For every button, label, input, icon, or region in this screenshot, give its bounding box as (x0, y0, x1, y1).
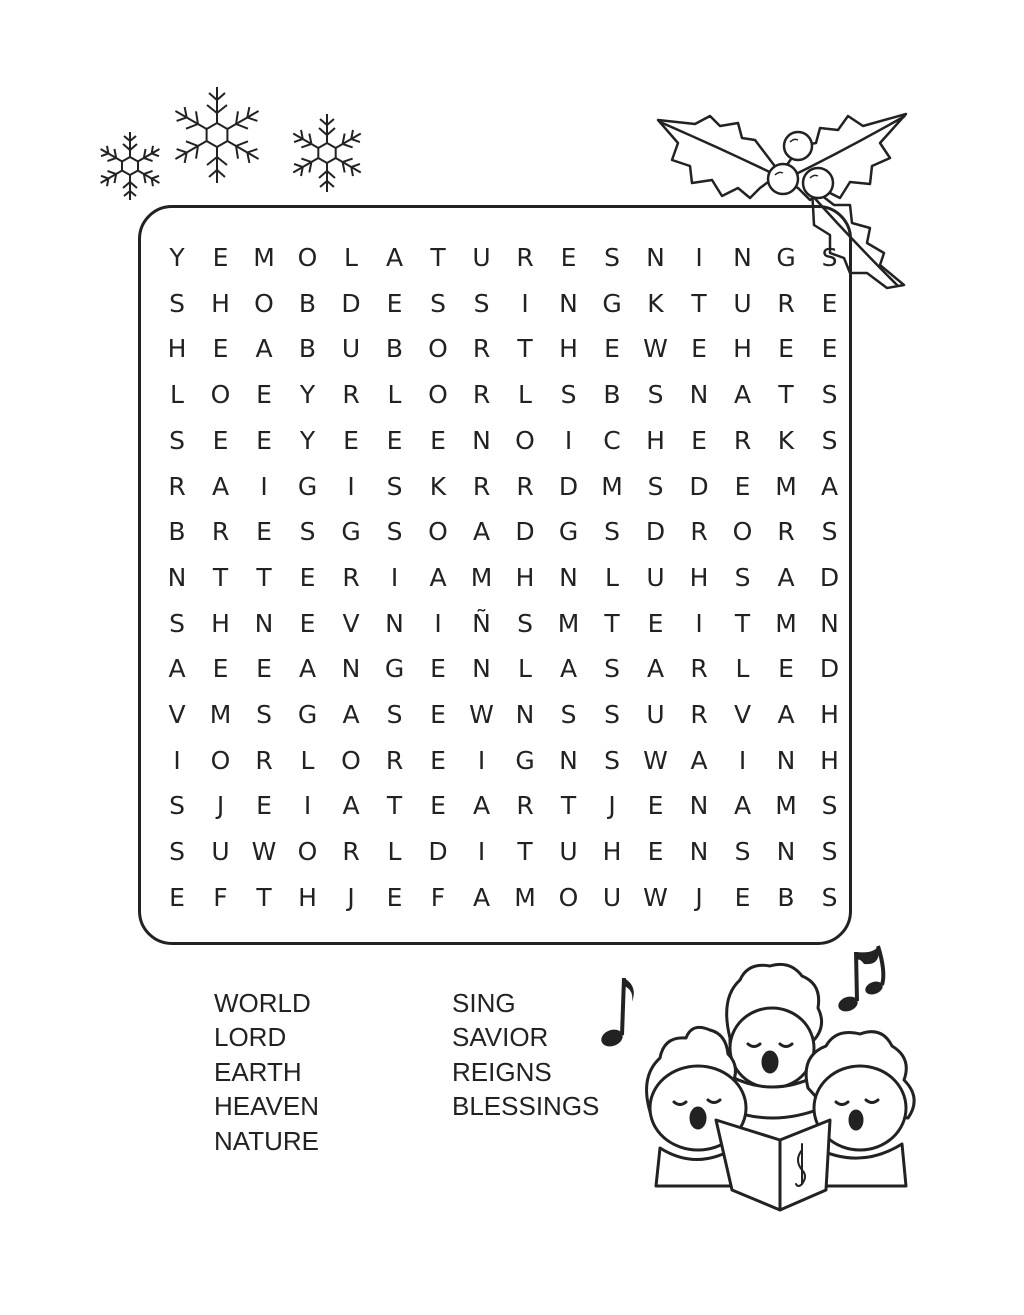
grid-letter: N (472, 654, 491, 684)
grid-letter: Y (169, 243, 185, 272)
grid-letter: N (646, 243, 665, 272)
grid-letter: I (477, 745, 486, 775)
grid-letter: S (647, 471, 664, 501)
grid-letter: E (256, 517, 272, 547)
grid-letter: B (168, 517, 186, 547)
grid-letter: A (342, 700, 360, 729)
grid-letter: U (646, 700, 665, 729)
grid-letter: T (212, 562, 229, 592)
grid-letter: K (429, 471, 447, 501)
grid-letter: H (646, 425, 665, 455)
carolers-illustration (630, 958, 930, 1218)
grid-letter: O (558, 882, 579, 912)
grid-letter: B (298, 288, 317, 318)
grid-letter: S (169, 425, 185, 455)
grid-letter: H (559, 334, 578, 364)
grid-letter: N (559, 288, 578, 318)
grid-letter: I (347, 471, 355, 501)
grid-letter: S (821, 243, 838, 272)
grid-letter: H (515, 562, 535, 592)
word-list-item: SAVIOR (452, 1022, 549, 1053)
grid-letter: A (342, 791, 360, 821)
grid-letter: E (212, 654, 229, 684)
grid-letter: V (342, 608, 360, 638)
grid-letter: R (211, 517, 230, 547)
grid-letter: S (734, 837, 751, 867)
grid-letter: E (299, 608, 316, 638)
grid-letter: E (821, 288, 838, 318)
grid-letter: I (477, 837, 486, 867)
grid-letter: W (643, 745, 668, 775)
grid-letter: E (212, 243, 229, 272)
grid-letter: S (604, 654, 620, 684)
grid-letter: L (387, 380, 402, 410)
grid-letter: G (297, 471, 318, 501)
grid-letter: S (256, 700, 272, 729)
grid-letter: M (775, 791, 797, 821)
grid-letter: S (517, 608, 533, 638)
grid-letter: D (341, 288, 361, 318)
word-list-item: LORD (214, 1022, 287, 1053)
grid-letter: S (734, 562, 751, 592)
grid-letter: D (515, 517, 535, 547)
grid-letter: E (256, 654, 272, 684)
grid-letter: S (821, 380, 838, 410)
grid-letter: U (211, 837, 230, 867)
grid-letter: E (430, 745, 446, 775)
grid-letter: L (735, 654, 750, 684)
grid-letter: O (428, 334, 448, 364)
grid-letter: D (819, 654, 840, 684)
grid-letter: V (168, 700, 186, 729)
grid-letter: M (557, 608, 580, 638)
grid-letter: S (604, 243, 620, 272)
grid-letter: W (643, 334, 668, 364)
grid-letter: A (820, 471, 839, 501)
grid-letter: S (821, 882, 838, 912)
grid-letter: R (690, 700, 708, 729)
grid-letter: N (689, 380, 709, 410)
grid-letter: W (251, 837, 277, 867)
grid-letter: J (216, 791, 225, 821)
grid-letter: R (255, 745, 273, 775)
grid-letter: A (733, 791, 752, 821)
grid-letter: L (387, 837, 402, 867)
grid-letter: E (604, 334, 620, 364)
grid-letter: S (821, 791, 838, 821)
grid-letter: S (604, 517, 620, 547)
grid-letter: M (514, 882, 536, 912)
grid-letter: E (212, 334, 229, 364)
grid-letter: T (778, 380, 794, 410)
grid-letter: E (647, 608, 664, 638)
grid-letter: M (601, 471, 623, 501)
grid-letter: E (647, 837, 664, 867)
grid-letter: L (170, 380, 184, 410)
grid-letter: E (647, 791, 664, 821)
grid-letter: T (256, 882, 272, 912)
grid-letter: E (734, 882, 751, 912)
grid-letter: S (169, 837, 185, 867)
grid-letter: K (647, 288, 664, 318)
grid-letter: Ñ (472, 608, 491, 638)
grid-letter: I (564, 425, 573, 455)
grid-letter: T (604, 608, 620, 638)
grid-letter: I (434, 608, 442, 638)
grid-letter: A (472, 791, 491, 821)
grid-letter: F (430, 882, 446, 912)
grid-letter: R (342, 837, 360, 867)
grid-letter: G (297, 700, 318, 729)
grid-letter: N (689, 791, 709, 821)
grid-letter: S (821, 517, 838, 547)
grid-letter: A (385, 243, 404, 272)
grid-letter: S (821, 425, 838, 455)
word-list-item: HEAVEN (214, 1091, 319, 1122)
grid-letter: E (299, 562, 316, 592)
grid-letter: R (472, 334, 491, 364)
grid-letter: O (428, 517, 448, 547)
grid-letter: N (559, 562, 578, 592)
grid-letter: R (472, 380, 491, 410)
grid-letter: I (173, 745, 181, 775)
grid-letter: O (210, 745, 231, 775)
grid-letter: R (777, 517, 795, 547)
grid-letter: G (776, 243, 796, 272)
grid-letter: S (647, 380, 664, 410)
grid-letter: U (472, 243, 491, 272)
grid-letter: I (695, 608, 703, 638)
word-list-item: SING (452, 988, 516, 1018)
grid-letter: N (820, 608, 839, 638)
grid-letter: A (298, 654, 317, 684)
grid-letter: E (169, 882, 185, 912)
grid-letter: A (211, 471, 230, 501)
grid-letter: S (386, 517, 403, 547)
grid-letter: E (560, 243, 577, 272)
grid-letter: K (777, 425, 795, 455)
grid-letter: I (738, 745, 747, 775)
grid-letter: E (343, 425, 359, 455)
grid-letter: J (695, 882, 703, 912)
grid-letter: O (297, 243, 318, 272)
grid-letter: D (689, 471, 709, 501)
grid-letter: S (430, 288, 446, 318)
grid-letter: N (341, 654, 361, 684)
grid-letter: R (516, 471, 534, 501)
grid-letter: R (690, 654, 708, 684)
grid-letter: T (517, 837, 533, 867)
grid-letter: M (775, 608, 797, 638)
word-list-left (214, 986, 319, 1158)
grid-letter: N (733, 243, 752, 272)
grid-letter: T (256, 562, 272, 592)
grid-letter: O (515, 425, 535, 455)
grid-letter: S (560, 380, 577, 410)
grid-letter: J (347, 882, 355, 912)
grid-letter: H (733, 334, 752, 364)
grid-letter: O (732, 517, 753, 547)
grid-letter: A (777, 700, 795, 729)
grid-letter: O (254, 288, 274, 318)
grid-letter: S (169, 288, 185, 318)
grid-letter: A (559, 654, 578, 684)
grid-letter: O (428, 380, 448, 410)
grid-letter: T (386, 791, 403, 821)
grid-letter: O (341, 745, 361, 775)
grid-letter: E (430, 791, 446, 821)
grid-letter: E (430, 700, 446, 729)
snowflake-icon (284, 110, 370, 196)
grid-letter: T (560, 791, 577, 821)
grid-letter: O (297, 837, 318, 867)
grid-letter: A (646, 654, 665, 684)
grid-letter: E (821, 334, 838, 364)
grid-letter: U (341, 334, 361, 364)
grid-letter: H (820, 745, 839, 775)
grid-letter: L (605, 562, 619, 592)
grid-letter: J (608, 791, 616, 821)
grid-letter: T (691, 288, 707, 318)
grid-letter: M (470, 562, 493, 592)
grid-letter: R (342, 380, 360, 410)
grid-letter: E (430, 654, 446, 684)
grid-letter: A (168, 654, 186, 684)
grid-letter: B (603, 380, 621, 410)
grid-letter: D (819, 562, 840, 592)
grid-letter: N (385, 608, 404, 638)
grid-letter: H (689, 562, 709, 592)
grid-letter: S (299, 517, 316, 547)
grid-letter: E (386, 882, 403, 912)
grid-letter: R (385, 745, 404, 775)
grid-letter: A (429, 562, 447, 592)
grid-letter: H (298, 882, 317, 912)
grid-letter: E (256, 791, 272, 821)
grid-letter: W (643, 882, 668, 912)
grid-letter: T (430, 243, 446, 272)
snowflake-icon (92, 128, 168, 204)
grid-letter: S (821, 837, 838, 867)
grid-letter: H (211, 288, 230, 318)
grid-letter: I (521, 288, 529, 318)
grid-letter: I (390, 562, 399, 592)
grid-letter: N (472, 425, 491, 455)
grid-letter: A (472, 882, 491, 912)
word-list-item: WORLD (214, 988, 311, 1018)
grid-letter: E (212, 425, 229, 455)
grid-letter: S (473, 288, 490, 318)
grid-letter: U (559, 837, 578, 867)
grid-letter: B (777, 882, 795, 912)
grid-letter: W (469, 700, 494, 729)
grid-letter: G (558, 517, 579, 547)
grid-letter: L (300, 745, 315, 775)
grid-letter: E (734, 471, 751, 501)
grid-letter: N (515, 700, 535, 729)
grid-letter: M (209, 700, 232, 729)
grid-letter: S (604, 745, 620, 775)
grid-letter: R (516, 791, 534, 821)
grid-letter: F (213, 882, 228, 912)
grid-letter: B (385, 334, 404, 364)
grid-letter: E (386, 425, 403, 455)
grid-letter: E (430, 425, 446, 455)
grid-letter: R (342, 562, 360, 592)
grid-letter: I (695, 243, 703, 272)
grid-letter: V (733, 700, 752, 729)
grid-letter: A (733, 380, 752, 410)
grid-letter: T (517, 334, 533, 364)
grid-letter: E (691, 425, 707, 455)
word-list-item: NATURE (214, 1125, 319, 1156)
grid-letter: I (260, 471, 268, 501)
grid-letter: H (211, 608, 230, 638)
grid-letter: L (518, 654, 532, 684)
grid-letter: U (602, 882, 622, 912)
grid-letter: D (558, 471, 579, 501)
grid-letter: A (255, 334, 273, 364)
grid-letter: N (167, 562, 187, 592)
grid-letter: E (256, 425, 272, 455)
grid-letter: S (560, 700, 577, 729)
grid-letter: G (384, 654, 405, 684)
grid-letter: Y (299, 425, 316, 455)
grid-letter: M (253, 243, 275, 272)
grid-letter: G (515, 745, 535, 775)
grid-letter: L (344, 243, 358, 272)
grid-letter: N (559, 745, 578, 775)
grid-letter: R (168, 471, 186, 501)
grid-letter: E (256, 380, 272, 410)
grid-letter: S (386, 700, 403, 729)
grid-letter: S (169, 791, 185, 821)
grid-letter: E (778, 654, 794, 684)
grid-letter: N (776, 745, 796, 775)
grid-letter: D (428, 837, 448, 867)
grid-letter: N (254, 608, 274, 638)
grid-letter: Y (299, 380, 316, 410)
grid-letter: E (778, 334, 794, 364)
grid-letter: A (690, 745, 708, 775)
grid-letter: C (603, 425, 621, 455)
grid-letter: T (734, 608, 751, 638)
grid-letter: S (169, 608, 185, 638)
grid-letter: M (775, 471, 797, 501)
grid-letter: E (691, 334, 707, 364)
grid-letter: R (733, 425, 752, 455)
grid-letter: R (777, 288, 795, 318)
grid-letter: D (645, 517, 666, 547)
word-list-right (452, 986, 599, 1124)
grid-letter: A (777, 562, 795, 592)
grid-letter: N (776, 837, 796, 867)
grid-letter: G (341, 517, 361, 547)
snowflake-icon (164, 82, 270, 188)
word-list-item: EARTH (214, 1056, 302, 1087)
grid-letter: N (689, 837, 709, 867)
grid-letter: U (646, 562, 665, 592)
grid-letter: R (690, 517, 708, 547)
grid-letter: S (386, 471, 403, 501)
grid-letter: O (210, 380, 231, 410)
grid-letter: L (518, 380, 532, 410)
grid-letter: A (472, 517, 491, 547)
grid-letter: H (602, 837, 622, 867)
grid-letter: G (602, 288, 622, 318)
grid-letter: H (820, 700, 839, 729)
grid-letter: E (386, 288, 403, 318)
grid-letter: I (303, 791, 312, 821)
word-list-item: REIGNS (452, 1056, 552, 1087)
word-list-item: BLESSINGS (452, 1091, 600, 1122)
grid-letter: S (604, 700, 620, 729)
grid-letter: B (298, 334, 317, 364)
grid-letter: U (733, 288, 752, 318)
grid-letter: H (167, 334, 187, 364)
grid-letter: R (516, 243, 534, 272)
grid-letter: R (472, 471, 491, 501)
